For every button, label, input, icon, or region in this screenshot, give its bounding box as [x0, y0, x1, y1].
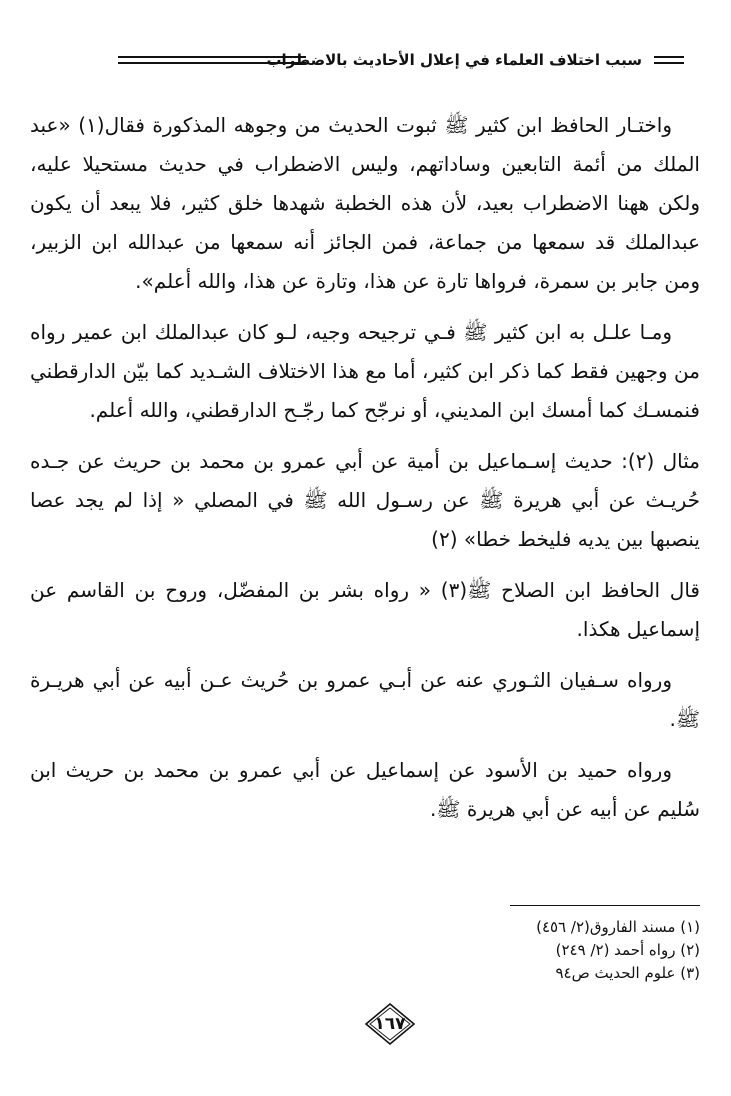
- paragraph-sufyan-narration: ورواه سـفيان الثـوري عنه عن أبـي عمرو بن حُريث عـن أبيه عن أبي هريـرة ﷺ.: [30, 668, 700, 731]
- paragraph-author-comment: ومـا علـل به ابن كثير ﷺ فـي ترجيحه وجيه، لـو كان عبدالملك ابن عمير رواه من وجهين فقط كما ذكر ابن كثير، أما مع هذا الاختلاف الشـديد كما بيّن الدارقطني فنمسـك كما أمسك ابن المديني، أو نرجّح كما رجّـح الدارقطني، والله أعلم.: [30, 320, 700, 422]
- footnote-2: (٢) رواه أحمد (٢/ ٢٤٩): [555, 941, 700, 959]
- footnotes: [300, 916, 700, 985]
- paragraph-humaid-narration: ورواه حميد بن الأسود عن إسماعيل عن أبي عمرو بن محمد بن حريث ابن سُليم عن أبيه عن أبي هريرة ﷺ.: [30, 758, 700, 821]
- paragraph-example-2: مثال (٢): حديث إسـماعيل بن أمية عن أبي عمرو بن محمد بن حريث عن جـده حُريـث عن أبي هريرة ﷺ عن رسـول الله ﷺ في المصلي « إذا لم يجد عصا ينصبها بين يديه فليخط خطا» (٢): [30, 449, 700, 551]
- header-rule-left: [118, 56, 306, 64]
- page-number-ornament: [362, 1002, 418, 1046]
- main-text: [30, 106, 700, 829]
- header-rule-right: [654, 56, 684, 64]
- footnote-1: (١) مسند الفاروق(٢/ ٤٥٦): [536, 918, 700, 936]
- footnote-divider: [510, 905, 700, 906]
- footnote-3: (٣) علوم الحديث ص٩٤: [555, 964, 700, 982]
- running-header: [118, 48, 684, 72]
- paragraph-ibn-kathir-opinion: واختـار الحافظ ابن كثير ﷺ ثبوت الحديث من وجوهه المذكورة فقال(١) «عبد الملك من أئمة التابعين وساداتهم، وليس الاضطراب في حديث مستحيلا عليه، ولكن ههنا الاضطراب بعيد، لأن هذه الخطبة شهدها خلق كثير، فلا يبعد أن يكون عبدالملك قد سمعها من جماعة، فمن الجائز أنه سمعها من عبدالله ابن الزبير، ومن جابر بن سمرة، فرواها تارة عن هذا، وتارة عن هذا، والله أعلم».: [30, 113, 700, 293]
- paragraph-ibn-salah-quote: قال الحافظ ابن الصلاح ﷺ(٣) « رواه بشر بن المفضّل، وروح بن القاسم عن إسماعيل هكذا.: [30, 578, 700, 641]
- header-title: سبب اختلاف العلماء في إعلال الأحاديث بالاضطراب: [266, 51, 642, 69]
- page-number: ١٦٧: [374, 1014, 406, 1034]
